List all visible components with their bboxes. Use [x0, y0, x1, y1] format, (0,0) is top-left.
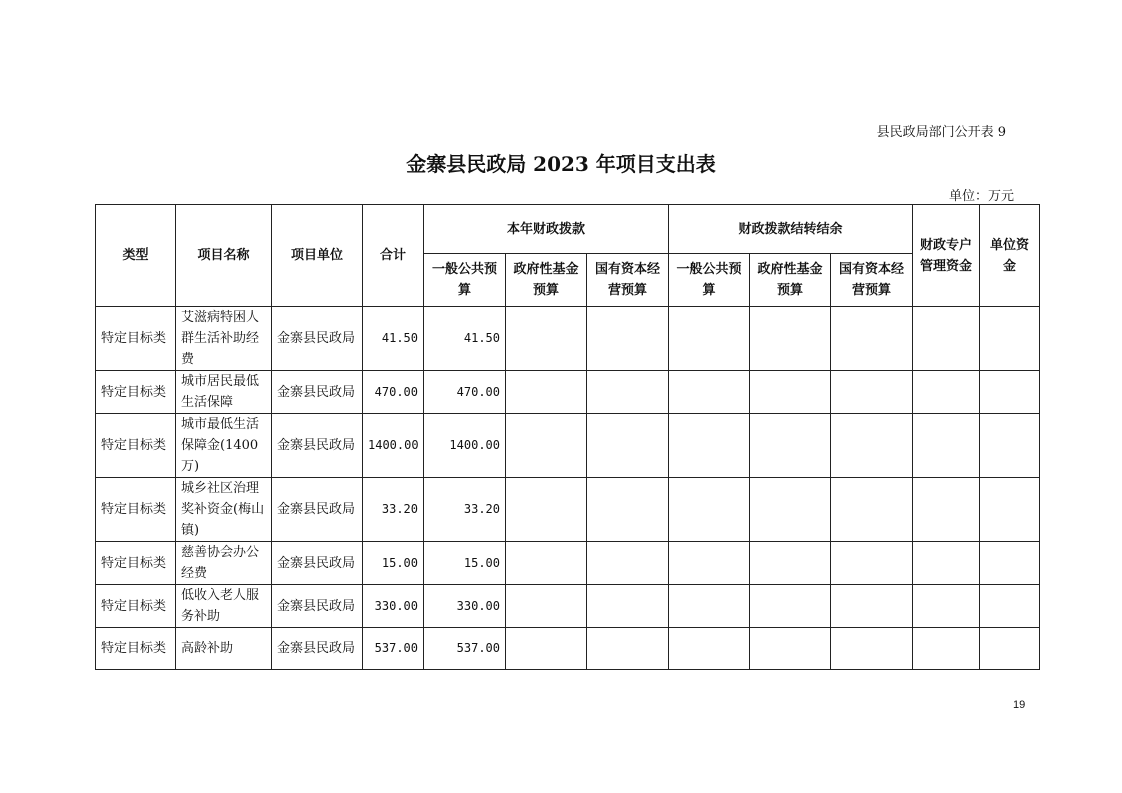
- cell-type: 特定目标类: [96, 478, 176, 542]
- cell-general-budget: 537.00: [424, 628, 506, 670]
- cell-gov-fund-budget: [506, 371, 587, 414]
- cell-carry-general-budget: [669, 307, 750, 371]
- cell-type: 特定目标类: [96, 307, 176, 371]
- cell-project-name: 城市居民最低生活保障: [176, 371, 272, 414]
- cell-carry-gov-fund-budget: [750, 628, 831, 670]
- cell-total: 470.00: [363, 371, 424, 414]
- cell-carry-gov-fund-budget: [750, 585, 831, 628]
- cell-total: 33.20: [363, 478, 424, 542]
- cell-type: 特定目标类: [96, 371, 176, 414]
- header-carry-state-capital-budget: 国有资本经营预算: [831, 254, 913, 307]
- cell-special-account: [913, 307, 980, 371]
- cell-gov-fund-budget: [506, 307, 587, 371]
- table-reference-label: 县民政局部门公开表 9: [876, 125, 1006, 140]
- cell-gov-fund-budget: [506, 542, 587, 585]
- cell-gov-fund-budget: [506, 628, 587, 670]
- cell-total: 41.50: [363, 307, 424, 371]
- cell-unit-funds: [980, 414, 1040, 478]
- cell-carry-state-capital-budget: [831, 371, 913, 414]
- cell-total: 330.00: [363, 585, 424, 628]
- cell-carry-state-capital-budget: [831, 414, 913, 478]
- document-title: 金寨县民政局 2023 年项目支出表: [406, 152, 716, 176]
- cell-project-unit: 金寨县民政局: [272, 585, 363, 628]
- cell-type: 特定目标类: [96, 414, 176, 478]
- cell-carry-general-budget: [669, 628, 750, 670]
- cell-project-name: 高龄补助: [176, 628, 272, 670]
- cell-carry-general-budget: [669, 542, 750, 585]
- cell-unit-funds: [980, 371, 1040, 414]
- cell-unit-funds: [980, 542, 1040, 585]
- cell-total: 1400.00: [363, 414, 424, 478]
- cell-carry-gov-fund-budget: [750, 414, 831, 478]
- header-row-1: [96, 205, 1040, 254]
- table-row: [96, 542, 1040, 585]
- table-row: [96, 628, 1040, 670]
- cell-carry-gov-fund-budget: [750, 478, 831, 542]
- table-row: [96, 414, 1040, 478]
- cell-carry-gov-fund-budget: [750, 371, 831, 414]
- cell-total: 15.00: [363, 542, 424, 585]
- cell-total: 537.00: [363, 628, 424, 670]
- cell-special-account: [913, 542, 980, 585]
- cell-general-budget: 41.50: [424, 307, 506, 371]
- cell-carry-state-capital-budget: [831, 307, 913, 371]
- cell-project-name: 低收入老人服务补助: [176, 585, 272, 628]
- cell-project-name: 城乡社区治理奖补资金(梅山镇): [176, 478, 272, 542]
- header-special-account: 财政专户管理资金: [913, 205, 980, 307]
- cell-carry-general-budget: [669, 585, 750, 628]
- cell-state-capital-budget: [587, 585, 669, 628]
- table-row: [96, 371, 1040, 414]
- header-general-budget: 一般公共预算: [424, 254, 506, 307]
- cell-type: 特定目标类: [96, 628, 176, 670]
- header-unit-funds: 单位资金: [980, 205, 1040, 307]
- cell-special-account: [913, 478, 980, 542]
- cell-state-capital-budget: [587, 628, 669, 670]
- page-number: 19: [1013, 699, 1026, 711]
- cell-general-budget: 1400.00: [424, 414, 506, 478]
- cell-carry-general-budget: [669, 478, 750, 542]
- cell-state-capital-budget: [587, 542, 669, 585]
- cell-special-account: [913, 414, 980, 478]
- cell-project-name: 城市最低生活保障金(1400万): [176, 414, 272, 478]
- table-row: [96, 478, 1040, 542]
- cell-unit-funds: [980, 585, 1040, 628]
- header-current-year-group: 本年财政拨款: [424, 205, 669, 254]
- cell-unit-funds: [980, 307, 1040, 371]
- cell-special-account: [913, 371, 980, 414]
- cell-project-unit: 金寨县民政局: [272, 414, 363, 478]
- cell-unit-funds: [980, 628, 1040, 670]
- cell-gov-fund-budget: [506, 414, 587, 478]
- cell-general-budget: 470.00: [424, 371, 506, 414]
- cell-gov-fund-budget: [506, 478, 587, 542]
- header-carryover-group: 财政拨款结转结余: [669, 205, 913, 254]
- cell-state-capital-budget: [587, 478, 669, 542]
- cell-state-capital-budget: [587, 371, 669, 414]
- cell-project-unit: 金寨县民政局: [272, 371, 363, 414]
- cell-general-budget: 15.00: [424, 542, 506, 585]
- cell-project-name: 艾滋病特困人群生活补助经费: [176, 307, 272, 371]
- cell-carry-state-capital-budget: [831, 478, 913, 542]
- cell-project-name: 慈善协会办公经费: [176, 542, 272, 585]
- cell-carry-general-budget: [669, 371, 750, 414]
- table-row: [96, 307, 1040, 371]
- cell-project-unit: 金寨县民政局: [272, 307, 363, 371]
- project-expenditure-table: [95, 204, 1040, 670]
- unit-label: 单位：万元: [948, 189, 1014, 204]
- cell-unit-funds: [980, 478, 1040, 542]
- cell-carry-state-capital-budget: [831, 585, 913, 628]
- header-state-capital-budget: 国有资本经营预算: [587, 254, 669, 307]
- cell-project-unit: 金寨县民政局: [272, 542, 363, 585]
- cell-type: 特定目标类: [96, 542, 176, 585]
- cell-gov-fund-budget: [506, 585, 587, 628]
- cell-type: 特定目标类: [96, 585, 176, 628]
- cell-carry-state-capital-budget: [831, 628, 913, 670]
- cell-state-capital-budget: [587, 414, 669, 478]
- header-carry-general-budget: 一般公共预算: [669, 254, 750, 307]
- cell-project-unit: 金寨县民政局: [272, 628, 363, 670]
- cell-special-account: [913, 628, 980, 670]
- header-project-name: 项目名称: [176, 205, 272, 307]
- cell-carry-state-capital-budget: [831, 542, 913, 585]
- cell-state-capital-budget: [587, 307, 669, 371]
- cell-carry-general-budget: [669, 414, 750, 478]
- cell-general-budget: 330.00: [424, 585, 506, 628]
- cell-carry-gov-fund-budget: [750, 307, 831, 371]
- cell-project-unit: 金寨县民政局: [272, 478, 363, 542]
- header-carry-gov-fund-budget: 政府性基金预算: [750, 254, 831, 307]
- header-total: 合计: [363, 205, 424, 307]
- cell-special-account: [913, 585, 980, 628]
- header-project-unit: 项目单位: [272, 205, 363, 307]
- cell-carry-gov-fund-budget: [750, 542, 831, 585]
- table-row: [96, 585, 1040, 628]
- header-type: 类型: [96, 205, 176, 307]
- cell-general-budget: 33.20: [424, 478, 506, 542]
- header-gov-fund-budget: 政府性基金预算: [506, 254, 587, 307]
